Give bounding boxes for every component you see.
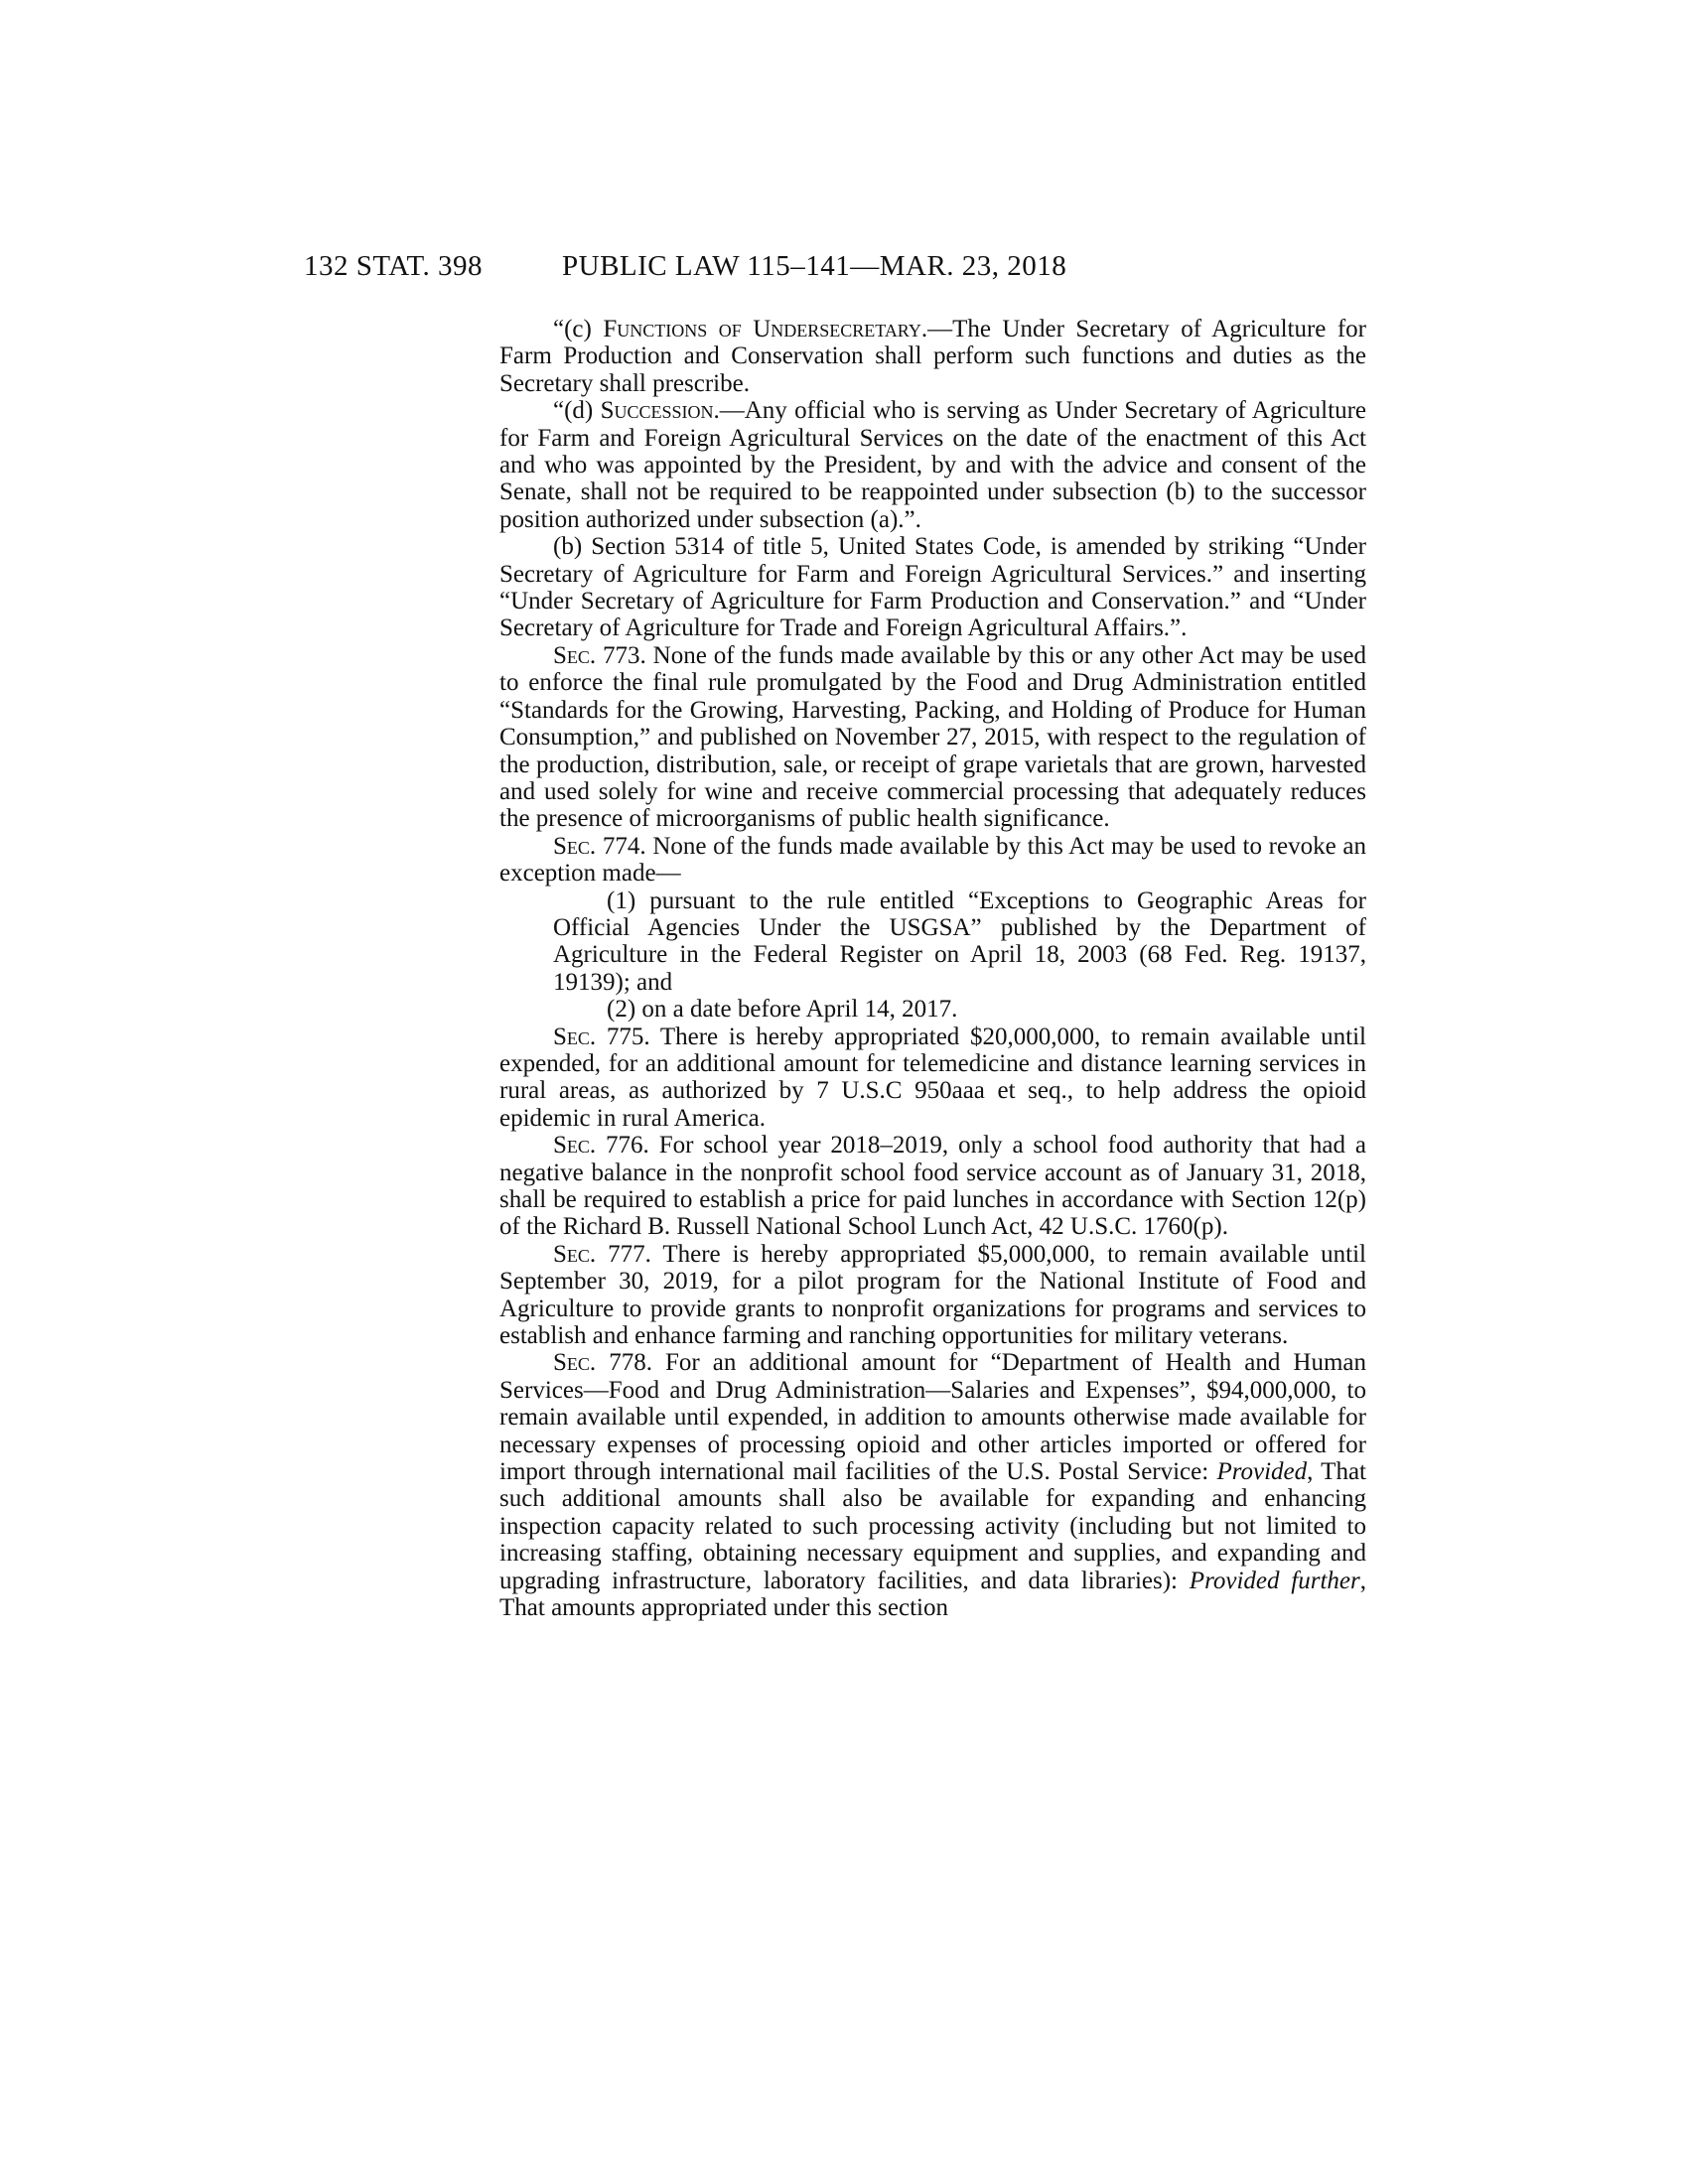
paragraph-section-5314: (b) Section 5314 of title 5, United States Code, is amended by striking “Under Secretary of Agriculture for Farm and Foreign Agricultural Services.” and inserting “Under Secretary of Agriculture for Farm Production and Conservation.” and “Under Secretary of Agriculture for Trade and Foreign Agricultural Affairs.”. [499,533,1366,642]
section-778: Sec. 778. For an additional amount for “Department of Health and Human Services—Food and Drug Administration—Salaries and Expenses”, $94,000,000, to remain available until expended, in addition to amounts otherwise made available for necessary expenses of processing opioid and other articles imported or offered for import through international mail facilities of the U.S. Postal Service: Provided, That such additional amounts shall also be available for expanding and enhancing inspection capacity related to such processing activity (including but not limited to increasing staffing, obtaining necessary equipment and supplies, and expanding and upgrading infrastructure, laboratory facilities, and data libraries): Provided further, That amounts appropriated under this section [499,1349,1366,1622]
section-777: Sec. 777. There is hereby appropriated $5,000,000, to remain available until September 30, 2019, for a pilot program for the National Institute of Food and Agriculture to provide grants to nonprofit organizations for programs and services to establish and enhance farming and ranching opportunities for military veterans. [499,1240,1366,1350]
heading-functions: Functions of Undersecretary [603,316,921,342]
section-774-item-1: (1) pursuant to the rule entitled “Exceptions to Geographic Areas for Official Agencies Under the USGSA” published by the Department of Agriculture in the Federal Register on April 18, 2003 (68 Fed. Reg. 19137, 19139); and [553,887,1366,996]
proviso-provided-further: Provided further [1189,1567,1360,1594]
section-774-item-2: (2) on a date before April 14, 2017. [607,996,958,1024]
paragraph-functions: “(c) Functions of Undersecretary.—The Under Secretary of Agriculture for Farm Production and Conservation shall perform such functions and duties as the Secretary shall prescribe. [499,316,1367,397]
section-774: Sec. 774. None of the funds made available by this Act may be used to revoke an exception made— [499,832,1366,887]
heading-succession: Succession [600,397,714,425]
document-body [499,316,1366,1622]
public-law-heading: PUBLIC LAW 115–141—MAR. 23, 2018 [562,250,1067,282]
statute-page-number: 132 STAT. 398 [304,250,484,282]
proviso-provided: Provided [1216,1458,1308,1486]
section-775: Sec. 775. There is hereby appropriated $20,000,000, to remain available until expended, for an additional amount for telemedicine and distance learning services in rural areas, as authorized by 7 U.S.C 950aaa et seq., to help address the opioid epidemic in rural America. [499,1023,1366,1132]
section-776: Sec. 776. For school year 2018–2019, only a school food authority that had a negative balance in the nonprofit school food service account as of January 31, 2018, shall be required to establish a price for paid lunches in accordance with Section 12(p) of the Richard B. Russell National School Lunch Act, 42 U.S.C. 1760(p). [499,1132,1366,1241]
paragraph-succession: “(d) Succession.—Any official who is serving as Under Secretary of Agriculture for Farm and Foreign Agricultural Services on the date of the enactment of this Act and who was appointed by the President, by and with the advice and consent of the Senate, shall not be required to be reappointed under subsection (b) to the successor position authorized under subsection (a).”. [499,397,1366,533]
page-header [0,250,1688,290]
section-773: Sec. 773. None of the funds made available by this or any other Act may be used to enforce the final rule promulgated by the Food and Drug Administration entitled “Standards for the Growing, Harvesting, Packing, and Holding of Produce for Human Consumption,” and published on November 27, 2015, with respect to the regulation of the production, distribution, sale, or receipt of grape varietals that are grown, harvested and used solely for wine and receive commercial processing that adequately reduces the presence of microorganisms of public health significance. [499,641,1366,833]
